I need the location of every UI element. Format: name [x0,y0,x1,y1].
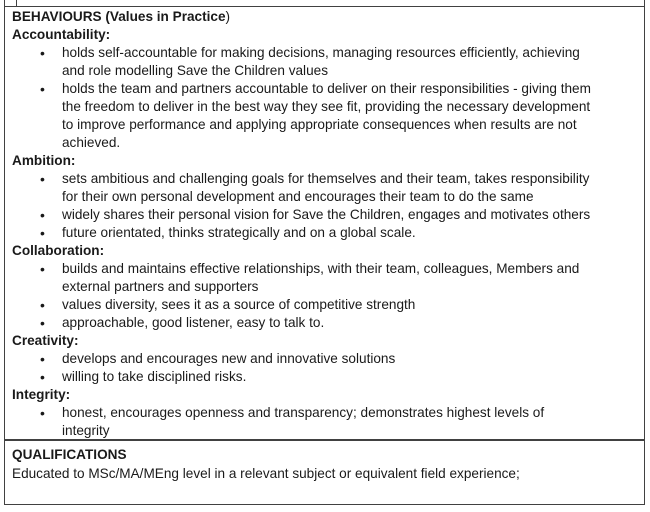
bullet-line-text: and role modelling Save the Children values [62,63,328,78]
section-heading: Integrity: [12,387,71,402]
behaviours-title-bold-text: BEHAVIOURS (Values in Practice [12,9,226,24]
bullet-item [62,224,640,242]
bullet-line-text: • sets ambitious and challenging goals for themselves and their team, takes responsibility [62,171,590,186]
bullet-line-text: the freedom to deliver in the best way they see fit, providing the necessary development [62,99,591,114]
job-description-table [4,0,645,505]
bullet-line-text: • willing to take disciplined risks. [62,369,247,384]
bullet-item [62,368,640,386]
bullet-item [62,80,640,152]
bullet-line-text: • values diversity, sees it as a source of competitive strength [62,297,416,312]
bullet-line-text: • future orientated, thinks strategically and on a global scale. [62,225,416,240]
qualifications-title: QUALIFICATIONS [12,447,127,462]
behaviours-title [12,8,640,26]
bullet-item [62,404,640,440]
bullet-line-text: for their own personal development and encourages their team to do the same [62,189,534,204]
section-heading: Accountability: [12,27,111,42]
behaviours-cell [4,6,645,440]
bullet-line-text: • holds self-accountable for making decisions, managing resources efficiently, achieving [62,45,580,60]
bullet-list [12,44,640,152]
bullet-line-text: integrity [62,423,110,438]
bullet-item [62,206,640,224]
behaviours-title-close-paren: ) [225,9,231,24]
bullet-list [12,260,640,332]
bullet-list [12,404,640,440]
table-top-remnant-divider [16,0,17,6]
table-top-remnant [4,0,645,6]
bullet-list [12,350,640,386]
bullet-line-text: external partners and supporters [62,279,259,294]
bullet-item [62,296,640,314]
bullet-line-text: to improve performance and applying appropriate consequences when results are not [62,117,577,132]
bullet-list [12,170,640,242]
bullet-item [62,350,640,368]
bullet-line-text: • builds and maintains effective relationships, with their team, colleagues, Members and [62,261,580,276]
qualifications-body: Educated to MSc/MA/MEng level in a relevant subject or equivalent field experience; [12,466,520,481]
bullet-line-text: achieved. [62,135,121,150]
section-heading: Creativity: [12,333,79,348]
section-heading: Ambition: [12,153,76,168]
bullet-line-text: • widely shares their personal vision for Save the Children, engages and motivates others [62,207,591,222]
bullet-line-text: • holds the team and partners accountable to deliver on their responsibilities - giving them [62,81,591,96]
bullet-item [62,314,640,332]
bullet-line-text: • develops and encourages new and innovative solutions [62,351,396,366]
qualifications-cell [4,440,645,505]
bullet-line-text: • honest, encourages openness and transparency; demonstrates highest levels of [62,405,545,420]
behaviours-sections [12,26,640,440]
section-heading: Collaboration: [12,243,105,258]
bullet-line-text: • approachable, good listener, easy to talk to. [62,315,325,330]
bullet-item [62,44,640,80]
bullet-item [62,260,640,296]
bullet-item [62,170,640,206]
